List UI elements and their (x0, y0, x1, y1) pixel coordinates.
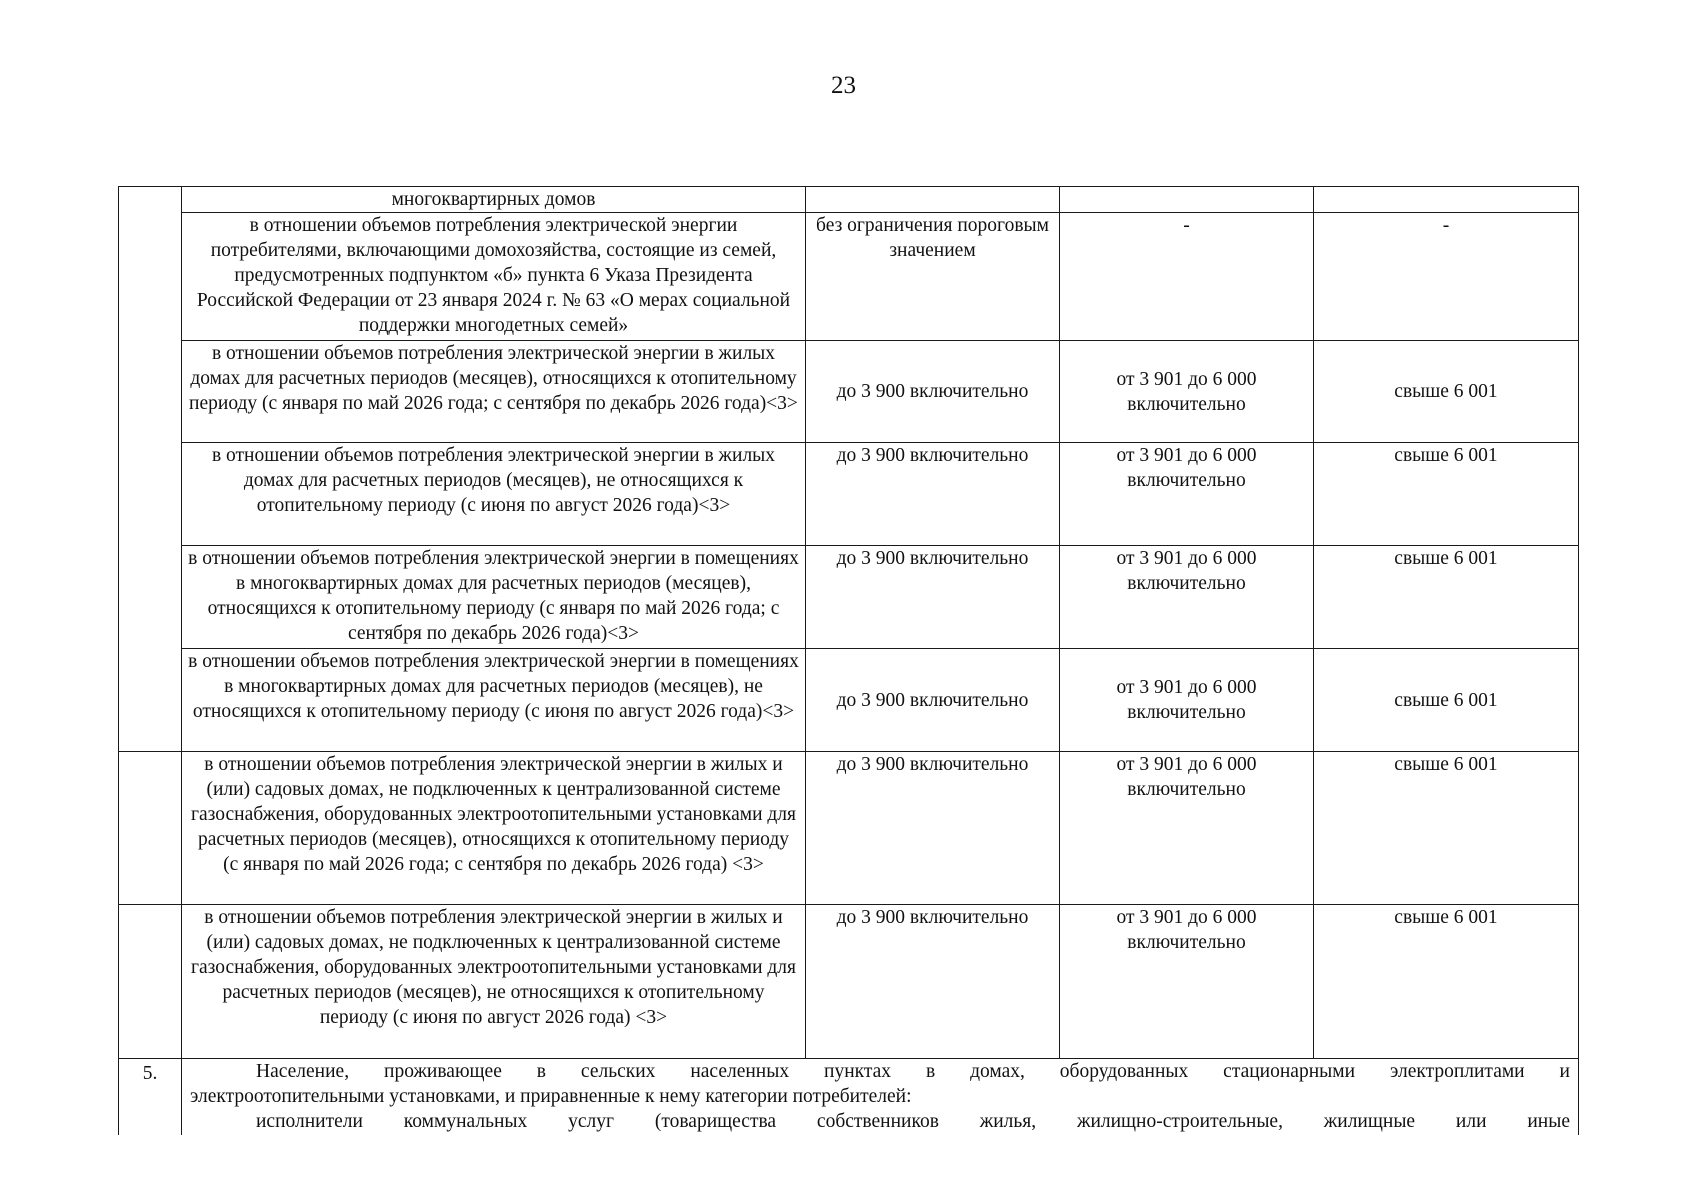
range2-value: от 3 901 до 6 000 включительно (1060, 341, 1314, 443)
row-description: в отношении объемов потребления электрической энергии в помещениях в многоквартирных домах для расчетных периодов (месяцев), относящихся к отопительному периоду (с января по май 2026 года; с сентября по декабрь 2026 года)<3> (182, 546, 806, 649)
range2-cell (1060, 187, 1314, 213)
range1-value: до 3 900 включительно (806, 752, 1060, 905)
range1-value: до 3 900 включительно (806, 341, 1060, 443)
range2-value: от 3 901 до 6 000 включительно (1060, 546, 1314, 649)
range3-value: - (1314, 213, 1579, 341)
range3-value: свыше 6 001 (1314, 752, 1579, 905)
row-number-cell (119, 752, 182, 905)
section-5-text (182, 1059, 1579, 1135)
range1-value: до 3 900 включительно (806, 546, 1060, 649)
row-number-cell (119, 187, 182, 213)
tariff-table (118, 186, 1579, 1135)
range1-value: до 3 900 включительно (806, 649, 1060, 752)
row-number-cell (119, 649, 182, 752)
page-number: 23 (831, 72, 856, 99)
table-row-header (119, 187, 1579, 213)
range1-value: до 3 900 включительно (806, 905, 1060, 1059)
row-description: многоквартирных домов (182, 187, 806, 213)
section-5-line-3: исполнители коммунальных услуг (товарищества собственников жилья, жилищно-строительные, жилищные или иные (256, 1111, 1570, 1132)
section-number: 5. (119, 1059, 182, 1135)
range3-value: свыше 6 001 (1314, 341, 1579, 443)
range2-value: от 3 901 до 6 000 включительно (1060, 649, 1314, 752)
range1-cell (806, 187, 1060, 213)
table-row (119, 905, 1579, 1059)
table-row (119, 443, 1579, 546)
table-row-section-5 (119, 1059, 1579, 1135)
row-description: в отношении объемов потребления электрической энергии в помещениях в многоквартирных домах для расчетных периодов (месяцев), не относящихся к отопительному периоду (с июня по август 2026 года)<3> (182, 649, 806, 752)
range2-value: - (1060, 213, 1314, 341)
range2-value: от 3 901 до 6 000 включительно (1060, 752, 1314, 905)
table-row (119, 341, 1579, 443)
table-row (119, 649, 1579, 752)
section-5-line-1: Население, проживающее в сельских населенных пунктах в домах, оборудованных стационарными электроплитами и (256, 1061, 1570, 1082)
row-number-cell (119, 905, 182, 1059)
row-number-cell (119, 213, 182, 341)
section-5-line-2: электроотопительными установками, и приравненные к нему категории потребителей: (190, 1086, 912, 1107)
range3-value: свыше 6 001 (1314, 649, 1579, 752)
row-description: в отношении объемов потребления электрической энергии потребителями, включающими домохозяйства, состоящие из семей, предусмотренных подпунктом «б» пункта 6 Указа Президента Российской Федерации от 23 января 2024 г. № 63 «О мерах социальной поддержки многодетных семей» (182, 213, 806, 341)
range1-value: без ограничения пороговым значением (806, 213, 1060, 341)
table-row (119, 752, 1579, 905)
range3-value: свыше 6 001 (1314, 905, 1579, 1059)
range3-cell (1314, 187, 1579, 213)
row-number-cell (119, 443, 182, 546)
row-number-cell (119, 546, 182, 649)
row-description: в отношении объемов потребления электрической энергии в жилых домах для расчетных периодов (месяцев), относящихся к отопительному периоду (с января по май 2026 года; с сентября по декабрь 2026 года)<3> (182, 341, 806, 443)
range2-value: от 3 901 до 6 000 включительно (1060, 443, 1314, 546)
row-description: в отношении объемов потребления электрической энергии в жилых и (или) садовых домах, не подключенных к централизованной системе газоснабжения, оборудованных электроотопительными установками для расчетных периодов (месяцев), не относящихся к отопительному периоду (с июня по август 2026 года) <3> (182, 905, 806, 1059)
row-description: в отношении объемов потребления электрической энергии в жилых домах для расчетных периодов (месяцев), не относящихся к отопительному периоду (с июня по август 2026 года)<3> (182, 443, 806, 546)
range3-value: свыше 6 001 (1314, 443, 1579, 546)
table-row (119, 213, 1579, 341)
range3-value: свыше 6 001 (1314, 546, 1579, 649)
row-number-cell (119, 341, 182, 443)
table-row (119, 546, 1579, 649)
range2-value: от 3 901 до 6 000 включительно (1060, 905, 1314, 1059)
range1-value: до 3 900 включительно (806, 443, 1060, 546)
row-description: в отношении объемов потребления электрической энергии в жилых и (или) садовых домах, не подключенных к централизованной системе газоснабжения, оборудованных электроотопительными установками для расчетных периодов (месяцев), относящихся к отопительному периоду (с января по май 2026 года; с сентября по декабрь 2026 года) <3> (182, 752, 806, 905)
